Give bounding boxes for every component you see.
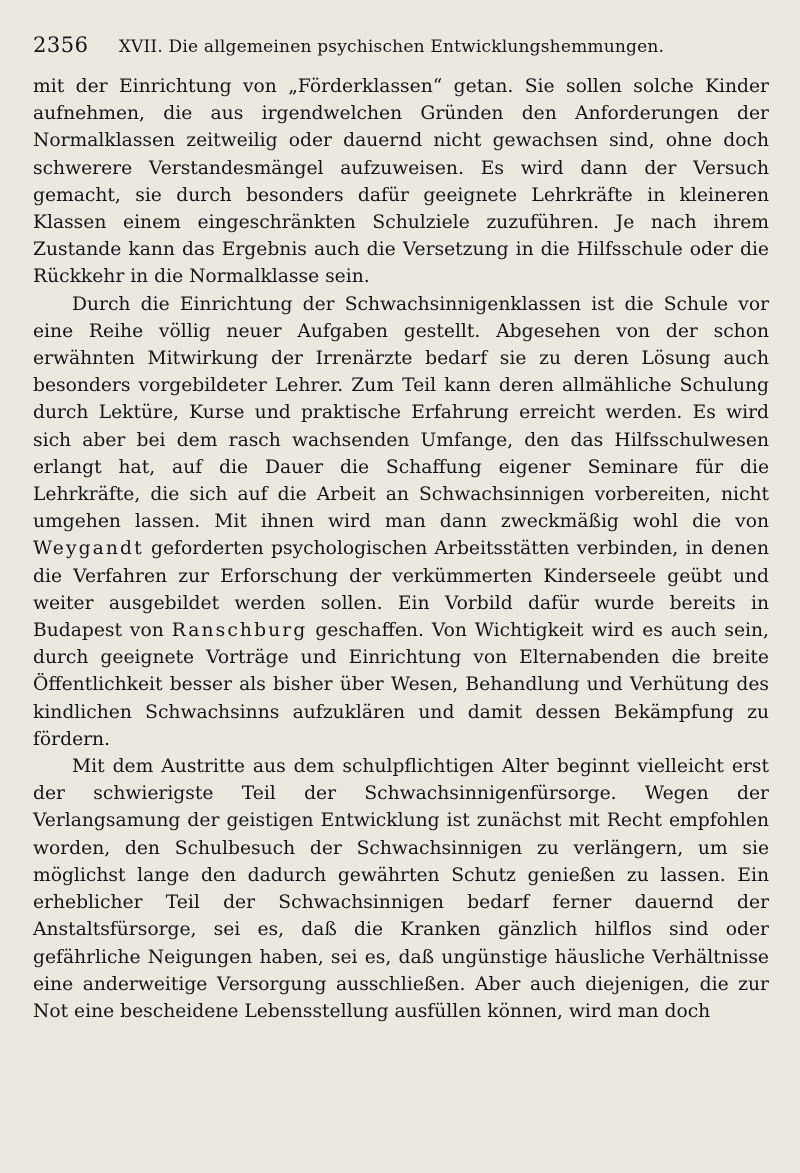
paragraph-after-school: Mit dem Austritte aus dem schulpflichtigen Alter beginnt vielleicht erst der schwierigste Teil der Schwachsinnigenfürsorge. Wegen der Verlangsamung der geistigen Entwicklung ist zunächst mit Recht empfohlen worden, den Schulbesuch der Schwachsinnigen zu verlängern, um sie möglichst lange den dadurch gewährten Schutz genießen zu lassen. Ein erheblicher Teil der Schwachsinnigen bedarf ferner dauernd der Anstaltsfürsorge, sei es, daß die Kranken gänzlich hilflos sind oder gefährliche Neigungen haben, sei es, daß ungünstige häusliche Verhältnisse eine anderweitige Versorgung ausschließen. Aber auch diejenigen, die zur Not eine bescheidene Lebensstellung ausfüllen können, wird man doch [33, 756, 769, 1022]
page-number: 2356 [33, 33, 89, 57]
paragraph-text-part-2: geforderten psychologischen Arbeitsstätten verbinden, in denen die Verfahren zur Erforschung der verkümmerten Kinderseele geübt und weiter ausgebildet werden sollen. Ein Vorbild dafür wurde bereits in Budapest von [33, 538, 769, 642]
paragraph-continuation: mit der Einrichtung von „Förderklassen“ getan. Sie sollen solche Kinder aufnehmen, die aus irgendwelchen Gründen den Anforderungen der Normalklassen zeitweilig oder dauernd nicht gewachsen sind, ohne doch schwerere Verstandesmängel aufzuweisen. Es wird dann der Versuch gemacht, sie durch besonders dafür geeignete Lehrkräfte in kleineren Klassen einem eingeschränkten Schulziele zuzuführen. Je nach ihrem Zustande kann das Ergebnis auch die Versetzung in die Hilfsschule oder die Rückkehr in die Normalklasse sein. [33, 76, 769, 288]
author-name-weygandt: Weygandt [33, 538, 144, 560]
paragraph-text-part-1: Durch die Einrichtung der Schwachsinnigenklassen ist die Schule vor eine Reihe völlig neuer Aufgaben gestellt. Abgesehen von der schon erwähnten Mitwirkung der Irrenärzte bedarf sie zu deren Lösung auch besonders vorgebildeter Lehrer. Zum Teil kann deren allmähliche Schulung durch Lektüre, Kurse und praktische Erfahrung erreicht werden. Es wird sich aber bei dem rasch wachsenden Umfange, den das Hilfsschulwesen erlangt hat, auf die Dauer die Schaffung eigener Seminare für die Lehrkräfte, die sich auf die Arbeit an Schwachsinnigen vorbereiten, nicht umgehen lassen. Mit ihnen wird man dann zweckmäßig wohl die von [33, 293, 769, 533]
running-title: XVII. Die allgemeinen psychischen Entwicklungshemmungen. [118, 37, 665, 57]
paragraph-text-part-3: geschaffen. Von Wichtigkeit wird es auch sein, durch geeignete Vorträge und Einrichtung von Elternabenden die breite Öffentlichkeit besser als bisher über Wesen, Behandlung und Verhütung des kindlichen Schwachsinns aufzuklären und damit dessen Bekämpfung zu fördern. [33, 620, 769, 750]
paragraph-school-tasks [33, 291, 769, 753]
author-name-ranschburg: Ranschburg [171, 620, 308, 642]
page-header [33, 28, 773, 62]
body-text [33, 73, 769, 1025]
